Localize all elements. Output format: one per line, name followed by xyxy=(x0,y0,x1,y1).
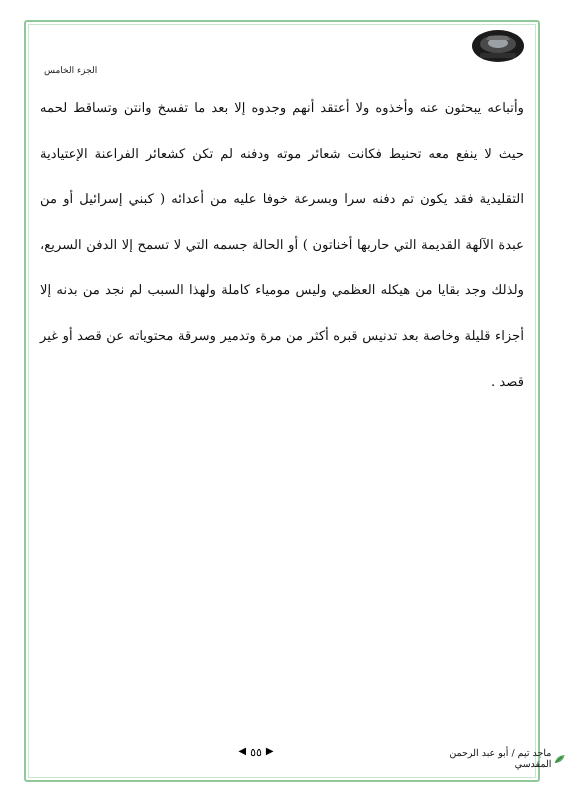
footer-author xyxy=(414,748,566,770)
left-arrow-icon: ◀ xyxy=(238,746,247,757)
part-label: الجزء الخامس xyxy=(44,66,98,76)
page-number-nav xyxy=(232,744,280,760)
body-paragraph: وأتباعه يبحثون عنه وأخذوه ولا أعتقد أنهم وجدوه إلا بعد ما تفسخ وانتن وتساقط لحمه حيث لا ينفع معه تحنيط فكانت شعائر موته ودفنه لم تكن كشعائر الفراعنة الإعتيادية التقليدية فقد يكون تم دفنه سرا وبسرعة خوفا عليه من أعدائه ( كبني إسرائيل أو من عبدة الآلهة القديمة التي حاربها أخناتون ) أو الحالة جسمه التي لا تسمح إلا الدفن السريع، ولذلك وجد بقايا من هيكله العظمي وليس مومياء كاملة ولهذا السبب لم نجد من بدنه إلا أجزاء قليلة وخاصة بعد تدنيس قبره أكثر من مرة وتدمير وسرقة محتوياته عن قصد أو غير قصد . xyxy=(40,101,524,390)
main-text-block xyxy=(40,86,524,405)
leaf-icon xyxy=(554,754,566,764)
site-logo-icon xyxy=(470,26,526,66)
page-number: ٥٥ xyxy=(250,745,262,759)
author-name: ماجد تيم / أبو عبد الرحمن المقدسي xyxy=(449,748,552,770)
right-arrow-icon: ▶ xyxy=(265,746,274,757)
